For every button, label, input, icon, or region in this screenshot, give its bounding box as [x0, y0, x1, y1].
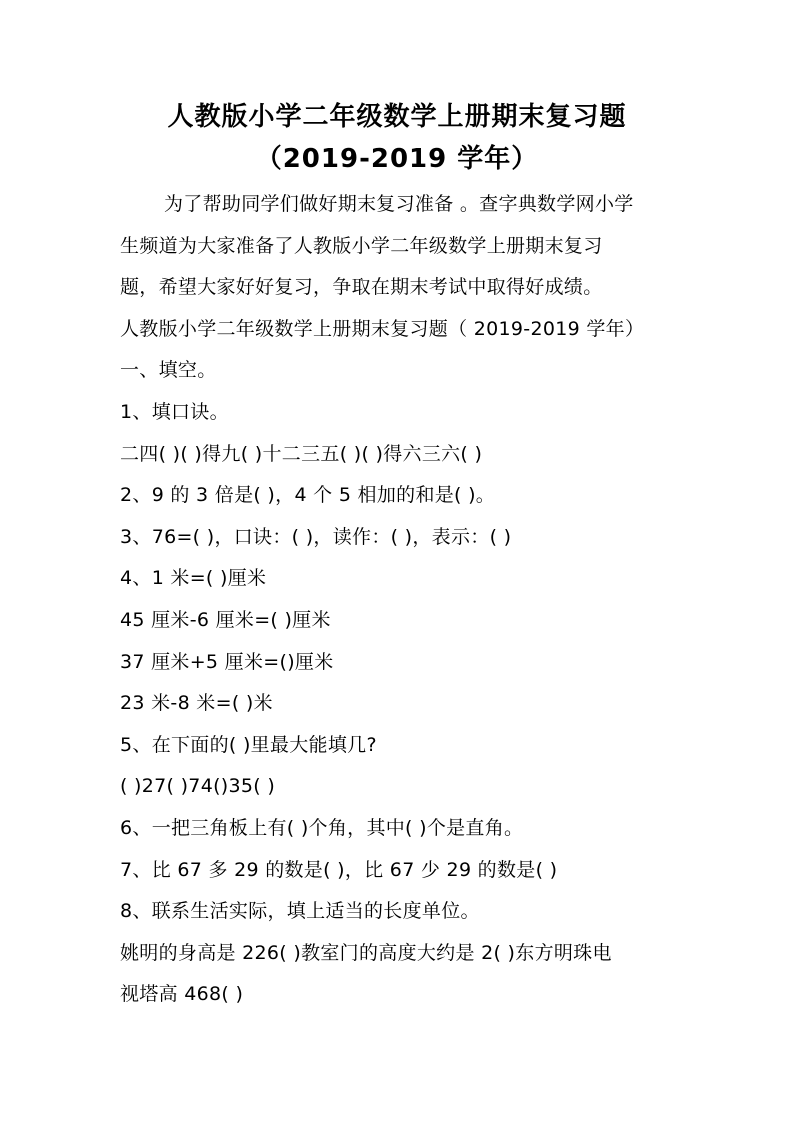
intro-line-3: 题，希望大家好好复习，争取在期末考试中取得好成绩。: [120, 276, 603, 299]
question-4-item-2: 45 厘米-6 厘米=( )厘米: [120, 608, 331, 631]
document-subtitle: （2019-2019 学年）: [255, 144, 539, 174]
question-6: 6、一把三角板上有( )个角，其中( )个是直角。: [120, 816, 524, 839]
question-5: 5、在下面的( )里最大能填几?: [120, 733, 377, 756]
document-title: 人教版小学二年级数学上册期末复习题: [167, 102, 627, 132]
question-1: 1、填口诀。: [120, 400, 229, 423]
question-8-content-2: 视塔高 468( ): [120, 983, 244, 1006]
question-8: 8、联系生活实际，填上适当的长度单位。: [120, 900, 480, 923]
intro-line-2: 生频道为大家准备了人教版小学二年级数学上册期末复习: [120, 234, 603, 257]
question-3: 3、76=( )，口诀：( )，读作：( )，表示：( ): [120, 525, 512, 548]
intro-line-1: 为了帮助同学们做好期末复习准备 。查字典数学网小学: [164, 193, 634, 215]
question-5-content: ( )27( )74()35( ): [120, 775, 276, 798]
document-body: [120, 184, 680, 1016]
question-4-item-3: 37 厘米+5 厘米=()厘米: [120, 650, 334, 673]
question-4: 4、1 米=( )厘米: [120, 567, 267, 590]
section-heading: 一、填空。: [120, 359, 217, 382]
question-2: 2、9 的 3 倍是( )，4 个 5 相加的和是( )。: [120, 484, 496, 507]
question-7: 7、比 67 多 29 的数是( )，比 67 少 29 的数是( ): [120, 858, 558, 881]
heading-line: 人教版小学二年级数学上册期末复习题（ 2019-2019 学年）: [120, 317, 645, 340]
question-4-item-4: 23 米-8 米=( )米: [120, 692, 273, 715]
question-1-content: 二四( )( )得九( )十二三五( )( )得六三六( ): [120, 442, 483, 465]
question-8-content-1: 姚明的身高是 226( )教室门的高度大约是 2( )东方明珠电: [120, 941, 612, 964]
